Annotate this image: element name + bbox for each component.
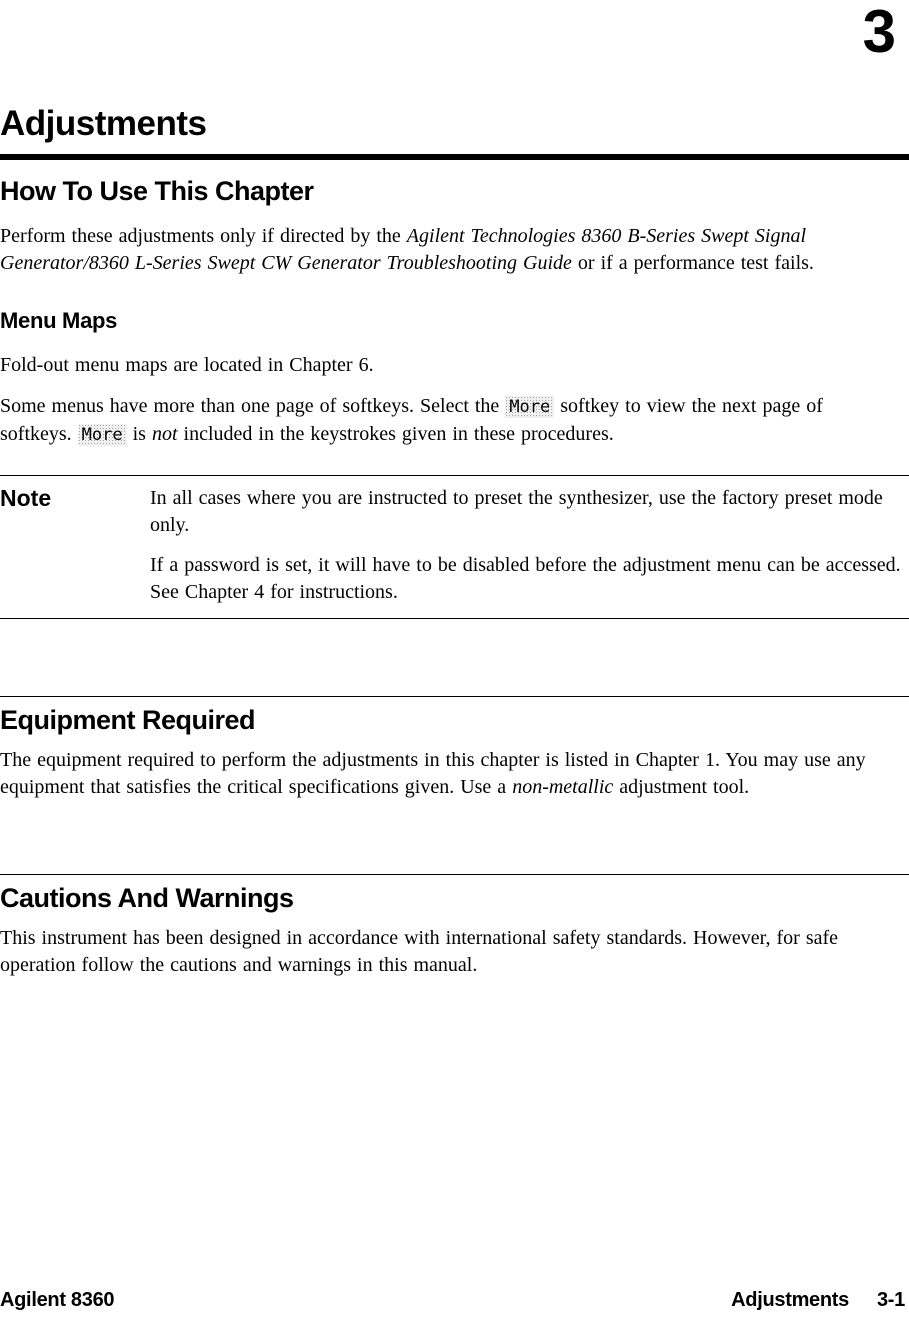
equipment-paragraph <box>0 747 900 801</box>
note-body <box>150 485 909 606</box>
footer-section-name: Adjustments <box>731 1289 849 1311</box>
chapter-number: 3 <box>862 0 895 65</box>
intro-text-part-1: Perform these adjustments only if directed by the <box>0 225 407 248</box>
page-title: Adjustments <box>0 104 207 143</box>
intro-paragraph <box>0 223 900 277</box>
equipment-non-metallic-italic: non-metallic <box>512 775 614 798</box>
note-label: Note <box>0 484 52 511</box>
footer-product-name: Agilent 8360 <box>0 1289 115 1311</box>
more-softkey-label: More <box>78 424 127 446</box>
footer-page-number: 3-1 <box>876 1289 905 1311</box>
page-footer <box>0 1289 909 1312</box>
sub-heading-menu-maps: Menu Maps <box>0 308 118 334</box>
intro-guide-title-italic: Agilent Technologies 8360 B-Series Swept Signal Generator/8360 L-Series Swept CW Generator Troubleshooting Guide <box>0 225 807 275</box>
note-paragraph-2: If a password is set, it will have to be disabled before the adjustment menu can be accessed. See Chapter 4 for instructions. <box>150 553 901 603</box>
menu-maps-paragraph-2 <box>0 393 900 449</box>
cautions-warnings-section <box>0 874 909 979</box>
cautions-paragraph: This instrument has been designed in accordance with international safety standards. However, for safe operation follow the cautions and warnings in this manual. <box>0 927 839 977</box>
note-paragraph-1: In all cases where you are instructed to preset the synthesizer, use the factory preset mode only. <box>150 486 883 536</box>
footer-section-and-page <box>731 1289 909 1312</box>
menu-maps-paragraph-1: Fold-out menu maps are located in Chapter 6. <box>0 353 374 376</box>
menu-maps-not-italic: not <box>151 422 178 445</box>
intro-text-part-2: or if a performance test fails. <box>571 252 814 275</box>
more-softkey-label: More <box>505 396 554 418</box>
menu-maps-text-part-2: softkey to view the next page of softkeys. <box>0 394 823 445</box>
title-rule <box>0 154 909 160</box>
section-heading-equipment-required: Equipment Required <box>0 704 256 735</box>
menu-maps-text-part-1: Some menus have more than one page of softkeys. Select the <box>0 394 506 417</box>
menu-maps-text-part-4: included in the keystrokes given in these procedures. <box>177 422 614 445</box>
section-heading-cautions-warnings: Cautions And Warnings <box>0 882 294 913</box>
equipment-text-part-1: The equipment required to perform the adjustments in this chapter is listed in Chapter 1. You may use any equipment that satisfies the critical specifications given. Use a <box>0 748 866 798</box>
menu-maps-text-part-3: is <box>126 422 152 445</box>
equipment-text-part-2: adjustment tool. <box>613 775 750 798</box>
section-heading-how-to-use: How To Use This Chapter <box>0 175 314 206</box>
equipment-required-section <box>0 696 909 801</box>
note-admonition <box>0 475 909 619</box>
